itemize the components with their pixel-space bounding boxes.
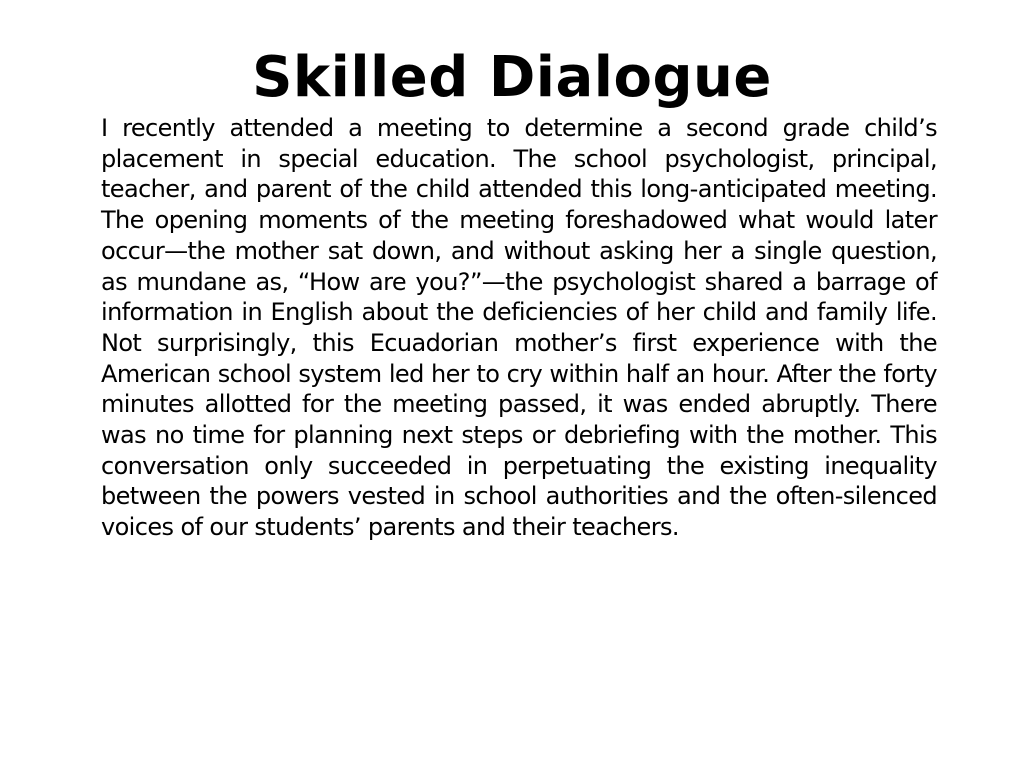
slide-body-text: I recently attended a meeting to determine a second grade child’s placement in special education. The school psychologist, principal, teacher, and parent of the child attended this long-anticipated meeting. The opening moments of the meeting foreshadowed what would later occur—the mother sat down, and without asking her a single question, as mundane as, “How are you?”—the psychologist shared a barrage of information in English about the deficiencies of her child and family life. Not surprisingly, this Ecuadorian mother’s first experience with the American school system led her to cry within half an hour. After the forty minutes allotted for the meeting passed, it was ended abruptly. There was no time for planning next steps or debriefing with the mother. This conversation only succeeded in perpetuating the existing inequality between the powers vested in school authorities and the often-silenced voices of our students’ parents and their teachers. (101, 114, 937, 542)
slide-title: Skilled Dialogue (252, 45, 772, 110)
